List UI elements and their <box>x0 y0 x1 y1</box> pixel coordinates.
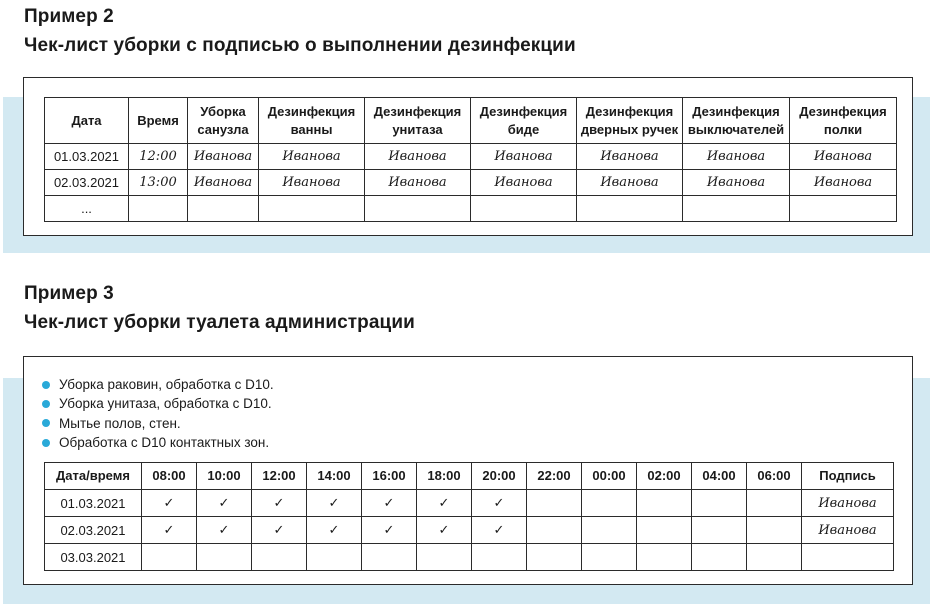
check-cell: ✓ <box>252 490 307 517</box>
column-header <box>129 98 188 144</box>
column-header: 22:00 <box>527 463 582 490</box>
example-3-table <box>44 462 894 571</box>
check-cell <box>747 517 802 544</box>
signature-cell <box>577 196 683 222</box>
bullet-dot-icon <box>42 400 50 408</box>
time-cell: 13:00 <box>129 170 188 196</box>
column-header-line: санузла <box>197 121 249 137</box>
check-cell: ✓ <box>472 490 527 517</box>
check-cell <box>582 544 637 571</box>
column-header <box>188 98 259 144</box>
table-row <box>45 170 897 196</box>
column-header-line: Дезинфекция <box>267 103 356 119</box>
column-header: 16:00 <box>362 463 417 490</box>
column-header: 12:00 <box>252 463 307 490</box>
time-cell: 12:00 <box>129 144 188 170</box>
bullet-item <box>42 394 274 413</box>
signature-cell: Иванова <box>802 490 894 517</box>
column-header <box>365 98 471 144</box>
column-header: 08:00 <box>142 463 197 490</box>
signature-cell <box>790 196 897 222</box>
signature-cell <box>259 196 365 222</box>
bullet-item <box>42 433 274 452</box>
column-header <box>45 98 129 144</box>
column-header-line: Дезинфекция <box>585 103 674 119</box>
check-cell: ✓ <box>362 490 417 517</box>
bullet-dot-icon <box>42 439 50 447</box>
column-header: 02:00 <box>637 463 692 490</box>
signature-cell <box>683 196 790 222</box>
signature-cell: Иванова <box>577 144 683 170</box>
signature-cell: Иванова <box>365 170 471 196</box>
column-header-line: ванны <box>290 121 333 137</box>
check-cell <box>637 544 692 571</box>
column-header: Подпись <box>802 463 894 490</box>
bullet-text: Уборка раковин, обработка с D10. <box>59 377 274 392</box>
check-cell <box>747 490 802 517</box>
signature-cell: Иванова <box>790 144 897 170</box>
bullet-text: Мытье полов, стен. <box>59 415 181 431</box>
column-header-line: Дезинфекция <box>479 103 568 119</box>
signature-cell: Иванова <box>802 517 894 544</box>
signature-cell: Иванова <box>188 170 259 196</box>
check-cell <box>307 544 362 571</box>
check-cell: ✓ <box>142 490 197 517</box>
signature-cell: Иванова <box>683 170 790 196</box>
column-header: 04:00 <box>692 463 747 490</box>
column-header-line: Дата <box>71 112 102 128</box>
check-cell: ✓ <box>472 517 527 544</box>
signature-cell <box>802 544 894 571</box>
signature-cell: Иванова <box>577 170 683 196</box>
check-cell: ✓ <box>197 517 252 544</box>
signature-cell <box>188 196 259 222</box>
check-cell: ✓ <box>417 517 472 544</box>
signature-cell: Иванова <box>188 144 259 170</box>
bullet-dot-icon <box>42 381 50 389</box>
check-cell <box>692 544 747 571</box>
check-cell <box>747 544 802 571</box>
bullet-item <box>42 414 274 433</box>
check-cell <box>582 490 637 517</box>
date-cell: 02.03.2021 <box>45 517 142 544</box>
column-header <box>259 98 365 144</box>
column-header-line: Время <box>137 112 179 128</box>
column-header: 00:00 <box>582 463 637 490</box>
check-cell <box>527 490 582 517</box>
date-cell: 03.03.2021 <box>45 544 142 571</box>
bullet-text: Обработка с D10 контактных зон. <box>59 434 270 450</box>
bullet-item <box>42 375 274 394</box>
table-row <box>45 490 894 517</box>
example-3-bullet-list <box>42 375 274 452</box>
table-row <box>45 144 897 170</box>
check-cell <box>252 544 307 571</box>
check-cell <box>692 517 747 544</box>
check-cell <box>362 544 417 571</box>
check-cell <box>637 490 692 517</box>
check-cell <box>527 544 582 571</box>
signature-cell: Иванова <box>259 170 365 196</box>
example-3-title: Чек-лист уборки туалета администрации <box>24 312 415 333</box>
signature-cell: Иванова <box>471 170 577 196</box>
signature-cell: Иванова <box>683 144 790 170</box>
column-header-line: Дезинфекция <box>799 103 887 119</box>
column-header <box>577 98 683 144</box>
signature-cell: Иванова <box>790 170 897 196</box>
column-header <box>471 98 577 144</box>
check-cell: ✓ <box>417 490 472 517</box>
date-cell: ... <box>45 196 129 222</box>
column-header-line: унитаза <box>392 121 443 137</box>
table-row <box>45 517 894 544</box>
column-header: 14:00 <box>307 463 362 490</box>
check-cell <box>637 517 692 544</box>
check-cell <box>527 517 582 544</box>
table-row <box>45 196 897 222</box>
check-cell: ✓ <box>197 490 252 517</box>
check-cell: ✓ <box>362 517 417 544</box>
check-cell <box>197 544 252 571</box>
column-header-line: дверных ручек <box>580 121 679 137</box>
bullet-dot-icon <box>42 419 50 427</box>
column-header-line: Уборка <box>200 103 246 119</box>
table-row <box>45 544 894 571</box>
check-cell <box>692 490 747 517</box>
check-cell <box>142 544 197 571</box>
column-header-line: Дезинфекция <box>373 103 462 119</box>
check-cell: ✓ <box>307 517 362 544</box>
column-header: 10:00 <box>197 463 252 490</box>
check-cell: ✓ <box>307 490 362 517</box>
signature-cell <box>365 196 471 222</box>
column-header-line: Дезинфекция <box>692 103 780 119</box>
date-cell: 01.03.2021 <box>45 490 142 517</box>
check-cell <box>582 517 637 544</box>
column-header: 18:00 <box>417 463 472 490</box>
check-cell <box>417 544 472 571</box>
bullet-text: Уборка унитаза, обработка с D10. <box>59 396 272 412</box>
time-cell <box>129 196 188 222</box>
check-cell: ✓ <box>252 517 307 544</box>
column-header: 20:00 <box>472 463 527 490</box>
check-cell <box>472 544 527 571</box>
date-cell: 01.03.2021 <box>45 144 129 170</box>
column-header: Дата/время <box>45 463 142 490</box>
column-header-line: полки <box>823 121 863 137</box>
example-2-label: Пример 2 <box>24 6 114 27</box>
example-2-title: Чек-лист уборки с подписью о выполнении дезинфекции <box>24 35 576 56</box>
column-header-line: выключателей <box>687 121 785 137</box>
column-header: 06:00 <box>747 463 802 490</box>
signature-cell: Иванова <box>471 144 577 170</box>
signature-cell: Иванова <box>365 144 471 170</box>
column-header <box>683 98 790 144</box>
date-cell: 02.03.2021 <box>45 170 129 196</box>
example-3-label: Пример 3 <box>24 283 114 304</box>
example-2-table <box>44 97 897 222</box>
signature-cell: Иванова <box>259 144 365 170</box>
check-cell: ✓ <box>142 517 197 544</box>
column-header <box>790 98 897 144</box>
signature-cell <box>471 196 577 222</box>
column-header-line: биде <box>507 121 540 137</box>
